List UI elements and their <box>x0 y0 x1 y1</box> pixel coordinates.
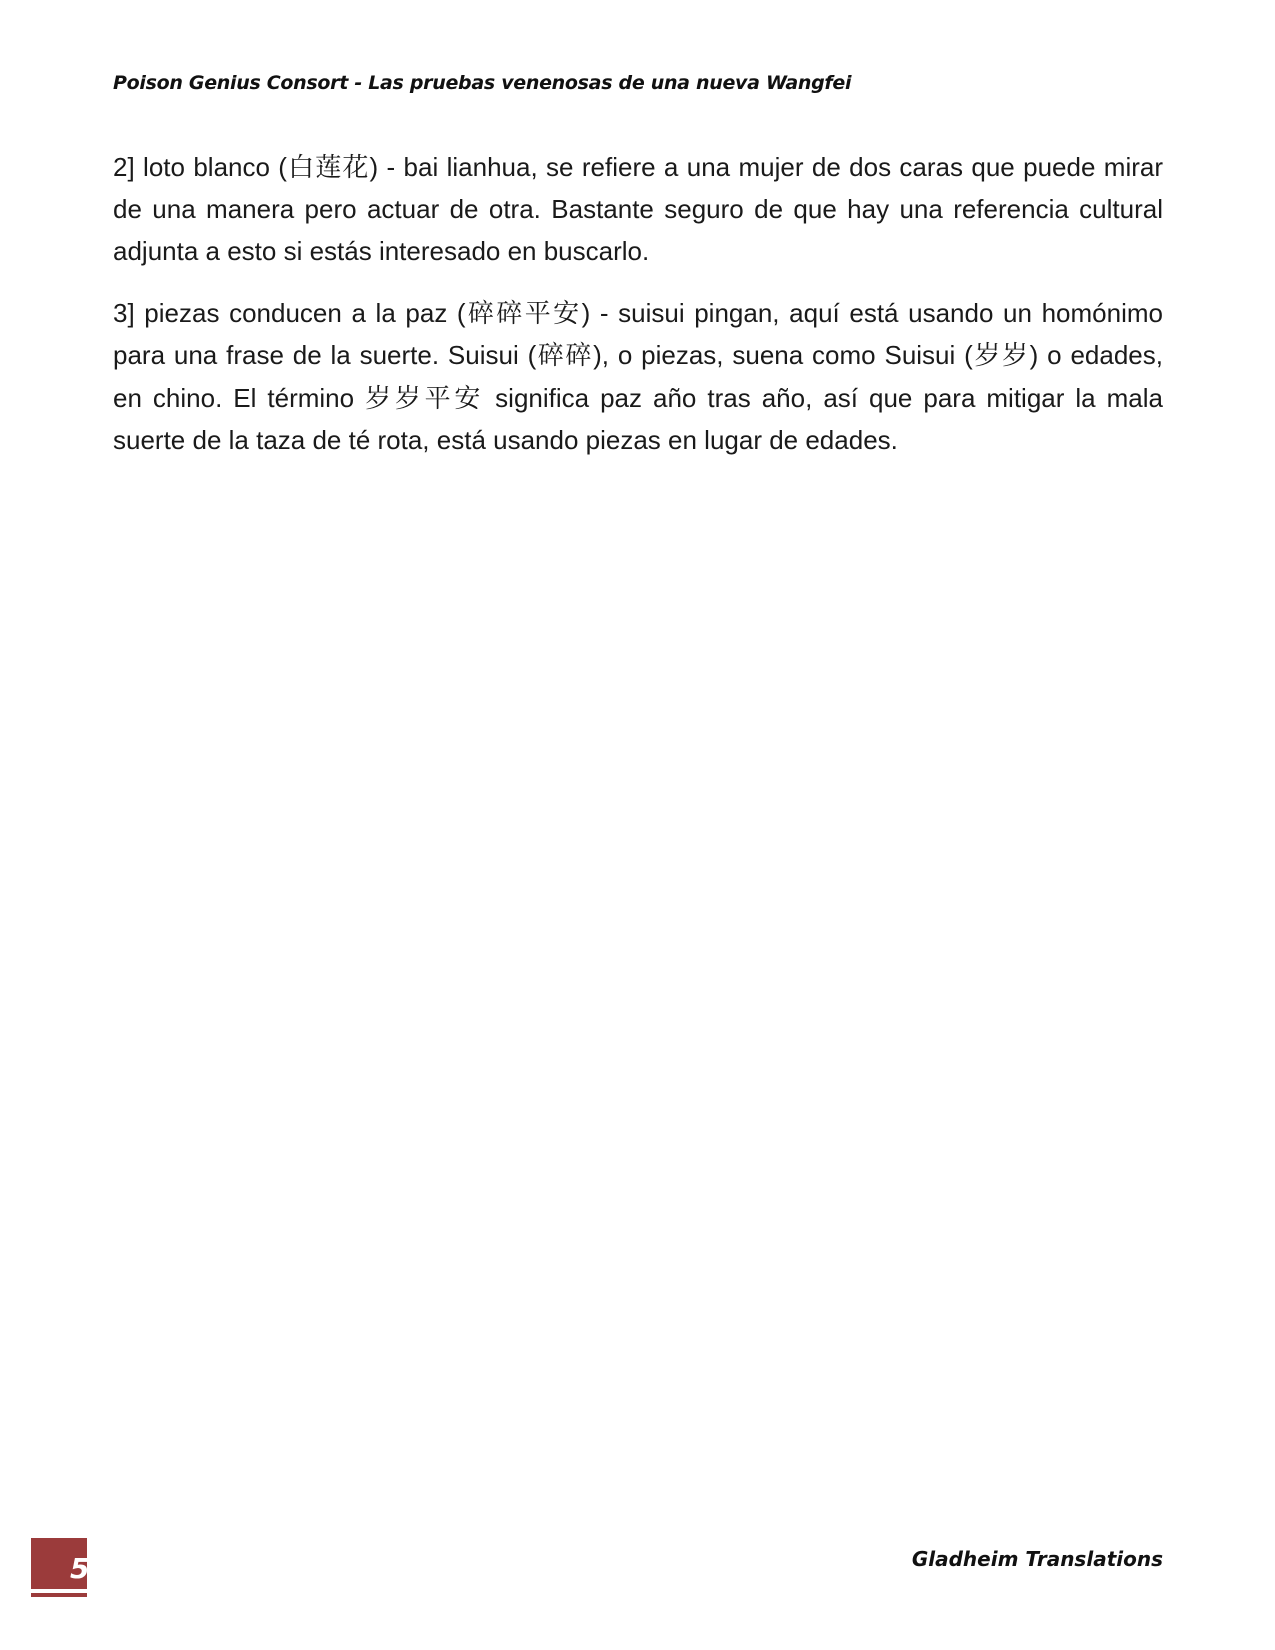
page-number-underline <box>31 1593 87 1597</box>
page-header-title: Poison Genius Consort - Las pruebas venenosas de una nueva Wangfei <box>113 72 852 94</box>
footnote-2: 2] loto blanco (白莲花) - bai lianhua, se refiere a una mujer de dos caras que puede mirar de una manera pero actuar de otra. Bastante seguro de que hay una referencia cultural adjunta a esto si estás interesado en buscarlo. <box>113 152 1163 267</box>
footer-credit: Gladheim Translations <box>911 1547 1163 1571</box>
footnote-3: 3] piezas conducen a la paz (碎碎平安) - suisui pingan, aquí está usando un homónimo para una frase de la suerte. Suisui (碎碎), o piezas, suena como Suisui (岁岁) o edades, en chino. El término 岁岁平安 significa paz año tras año, así que para mitigar la mala suerte de la taza de té rota, está usando piezas en lugar de edades. <box>113 298 1163 455</box>
page-number: 5 <box>70 1552 90 1585</box>
page-content <box>113 146 1163 481</box>
